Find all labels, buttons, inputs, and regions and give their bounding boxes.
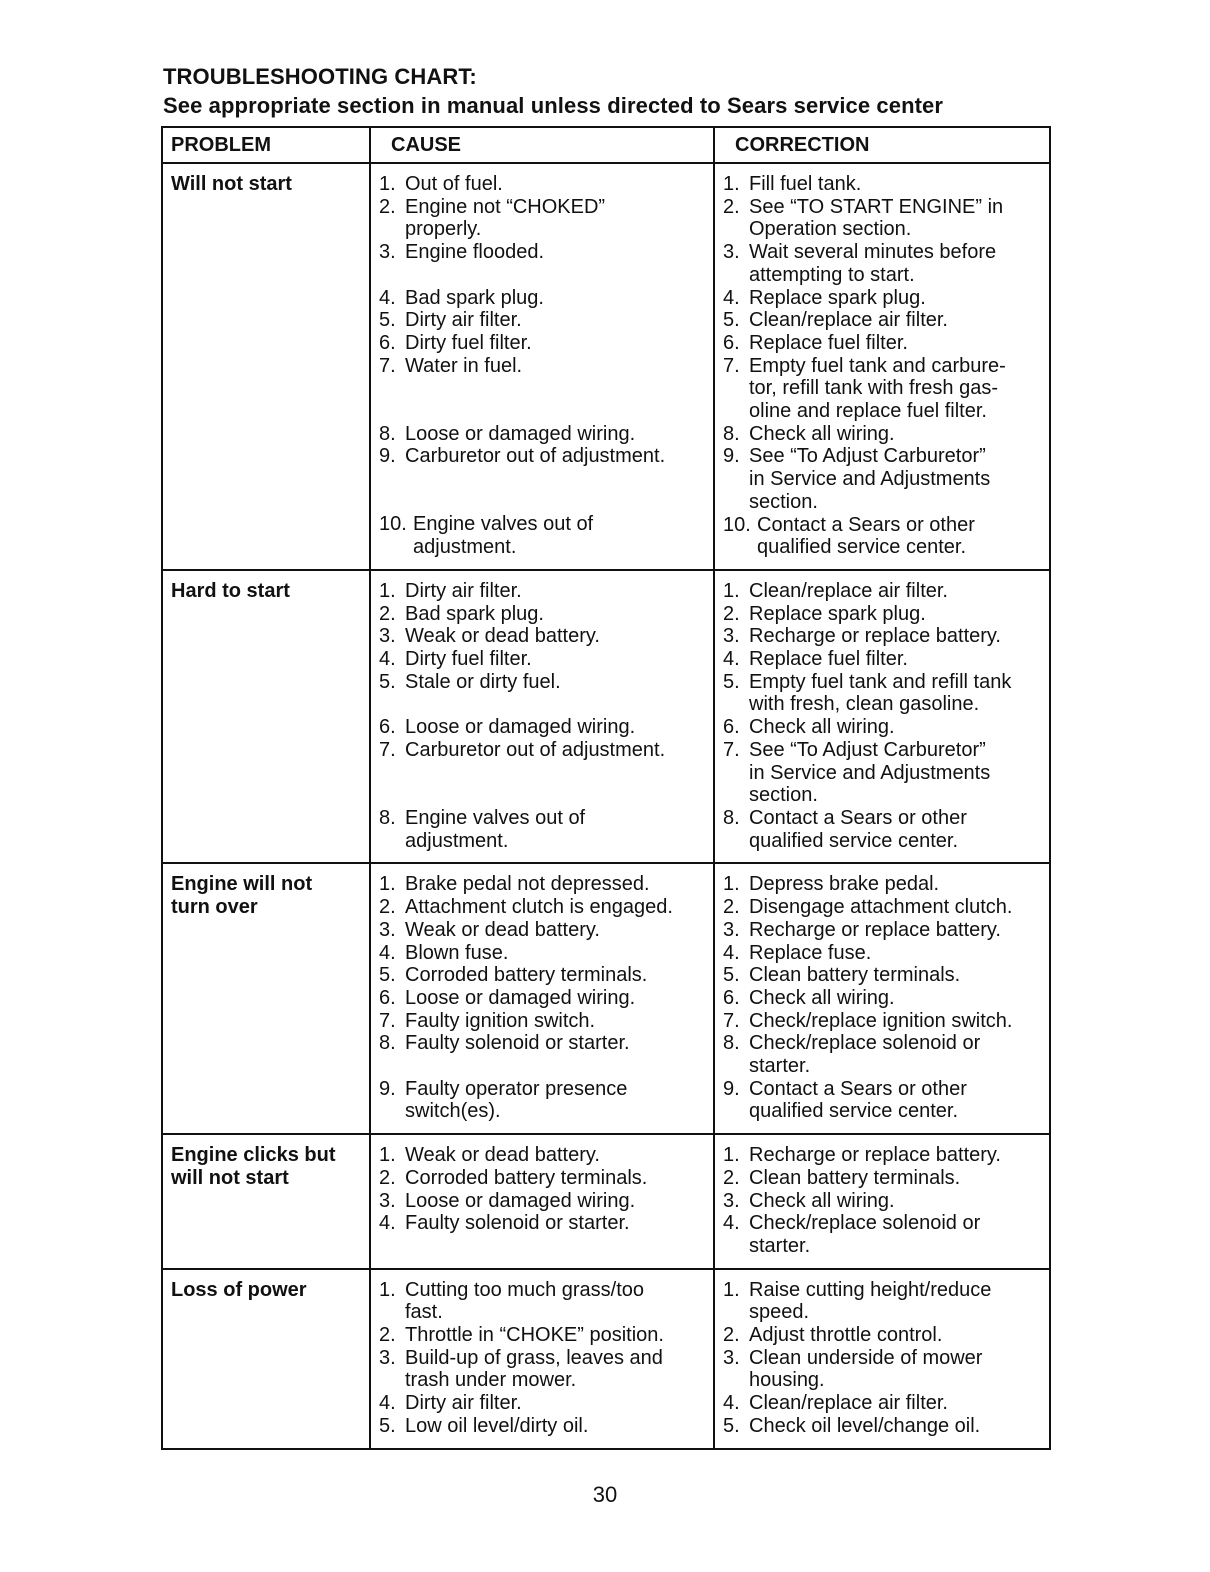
item-number: 5. [723, 670, 740, 693]
item-number: 2. [723, 896, 740, 919]
correction-item [723, 1144, 1047, 1167]
correction-item [723, 580, 1047, 603]
correction-item [723, 173, 1047, 196]
item-text: Check/replace solenoid or starter. [749, 1212, 981, 1257]
item-number: 7. [379, 1009, 396, 1032]
correction-item [723, 1078, 1047, 1123]
cause-item [379, 873, 711, 896]
item-text: Weak or dead battery. [405, 625, 600, 648]
cause-item [379, 173, 711, 196]
item-text: Attachment clutch is engaged. [405, 896, 673, 919]
item-text: Engine not “CHOKED” properly. [405, 195, 606, 241]
item-text: Engine valves out of adjustment. [413, 513, 594, 559]
item-number: 3. [379, 241, 396, 264]
item-number: 5. [723, 964, 740, 987]
item-number: 5. [379, 309, 396, 332]
item-number: 2. [723, 602, 740, 625]
item-text: Faulty ignition switch. [405, 1009, 596, 1032]
item-number: 6. [723, 331, 740, 354]
item-text: Check/replace ignition switch. [749, 1009, 1013, 1032]
item-text: Replace spark plug. [749, 602, 926, 625]
item-number: 8. [379, 1032, 396, 1055]
correction-item [723, 1010, 1047, 1033]
item-number: 1. [723, 1144, 740, 1167]
cause-item [379, 942, 711, 965]
item-number: 3. [723, 625, 740, 648]
item-text: Loose or damaged wiring. [405, 422, 636, 445]
correction-item [723, 1212, 1047, 1257]
item-number: 7. [379, 738, 396, 761]
item-text: Clean underside of mower housing. [749, 1346, 983, 1392]
item-text: Out of fuel. [405, 173, 503, 195]
correction-item [723, 1415, 1047, 1438]
item-number: 7. [379, 354, 396, 377]
item-text: Clean/replace air filter. [749, 1392, 948, 1415]
cause-item [379, 603, 711, 626]
item-number: 2. [379, 1324, 396, 1347]
item-number: 2. [379, 195, 396, 218]
item-number: 4. [379, 648, 396, 671]
item-number: 4. [379, 286, 396, 309]
item-number: 8. [723, 806, 740, 829]
problem-cell [162, 163, 370, 570]
header-problem: PROBLEM [162, 127, 370, 163]
item-text: Recharge or replace battery. [749, 1144, 1001, 1167]
correction-item [723, 671, 1047, 716]
item-text: Raise cutting height/reduce speed. [749, 1278, 992, 1324]
cause-item [379, 739, 711, 762]
item-text: Bad spark plug. [405, 286, 544, 309]
table-body [162, 163, 1050, 1449]
table-row [162, 1134, 1050, 1269]
spacer [379, 377, 711, 400]
item-text: See “TO START ENGINE” in Operation section. [749, 195, 1004, 241]
chart-title: TROUBLESHOOTING CHART: [163, 64, 477, 89]
item-text: Engine flooded. [405, 241, 545, 264]
item-text: Clean/replace air filter. [749, 579, 948, 602]
correction-item [723, 309, 1047, 332]
cause-item [379, 1212, 711, 1235]
item-number: 5. [379, 1414, 396, 1437]
item-number: 4. [723, 648, 740, 671]
item-text: Stale or dirty fuel. [405, 670, 561, 693]
table-row [162, 1269, 1050, 1449]
correction-item [723, 648, 1047, 671]
item-number: 3. [723, 1346, 740, 1369]
correction-item [723, 1279, 1047, 1324]
cause-item [379, 332, 711, 355]
correction-item [723, 603, 1047, 626]
item-text: See “To Adjust Carburetor” in Service and Adjustments section. [749, 738, 991, 807]
page-number: 30 [592, 1482, 618, 1507]
correction-item [723, 807, 1047, 852]
problem-cell [162, 1269, 370, 1449]
cause-item [379, 1324, 711, 1347]
correction-item [723, 1032, 1047, 1077]
header-cause: CAUSE [370, 127, 714, 163]
troubleshooting-table [161, 126, 1051, 1450]
item-number: 5. [379, 670, 396, 693]
table-row [162, 863, 1050, 1134]
correction-item [723, 716, 1047, 739]
item-number: 3. [723, 241, 740, 264]
spacer [379, 784, 711, 807]
correction-item [723, 445, 1047, 513]
cause-item [379, 1392, 711, 1415]
item-number: 3. [379, 1189, 396, 1212]
correction-item [723, 1324, 1047, 1347]
cause-item [379, 964, 711, 987]
item-number: 4. [723, 286, 740, 309]
item-number: 6. [723, 716, 740, 739]
item-text: Replace fuel filter. [749, 331, 908, 354]
item-number: 3. [379, 1346, 396, 1369]
item-number: 1. [379, 1144, 396, 1167]
cause-item [379, 241, 711, 264]
correction-item [723, 287, 1047, 310]
cause-item [379, 445, 711, 468]
item-text: Disengage attachment clutch. [749, 896, 1013, 919]
item-text: Fill fuel tank. [749, 173, 862, 195]
cause-cell [370, 863, 714, 1134]
correction-item [723, 873, 1047, 896]
problem-cell [162, 1134, 370, 1269]
cause-item [379, 671, 711, 694]
item-text: Wait several minutes before attempting to start. [749, 241, 997, 286]
header-row [162, 127, 1050, 163]
item-text: Check all wiring. [749, 986, 895, 1009]
item-number: 10. [379, 513, 407, 536]
spacer [379, 468, 711, 491]
item-number: 4. [723, 1212, 740, 1235]
item-number: 1. [723, 579, 740, 602]
item-text: Adjust throttle control. [749, 1324, 943, 1347]
correction-cell [714, 1134, 1050, 1269]
item-text: Clean/replace air filter. [749, 309, 948, 332]
item-number: 2. [379, 1166, 396, 1189]
item-number: 4. [723, 1392, 740, 1415]
problem-cell [162, 570, 370, 863]
item-text: Replace fuse. [749, 941, 872, 964]
item-number: 9. [723, 445, 740, 468]
table-row [162, 570, 1050, 863]
cause-item [379, 807, 711, 852]
cause-item [379, 196, 711, 241]
item-number: 8. [379, 422, 396, 445]
item-number: 2. [723, 195, 740, 218]
cause-item [379, 896, 711, 919]
cause-item [379, 1010, 711, 1033]
correction-item [723, 423, 1047, 446]
item-number: 4. [379, 1212, 396, 1235]
chart-subtitle: See appropriate section in manual unless directed to Sears service center [163, 93, 944, 118]
item-text: Low oil level/dirty oil. [405, 1414, 589, 1437]
item-number: 9. [379, 445, 396, 468]
item-number: 9. [723, 1077, 740, 1100]
cause-item [379, 580, 711, 603]
item-text: Weak or dead battery. [405, 1144, 600, 1167]
item-text: Loose or damaged wiring. [405, 986, 636, 1009]
item-text: Replace spark plug. [749, 286, 926, 309]
item-text: Faulty operator presence switch(es). [405, 1077, 628, 1123]
item-number: 4. [723, 941, 740, 964]
item-text: Weak or dead battery. [405, 918, 600, 941]
item-text: Loose or damaged wiring. [405, 1189, 636, 1212]
correction-item [723, 1167, 1047, 1190]
cause-item [379, 716, 711, 739]
item-number: 10. [723, 513, 751, 536]
cause-item [379, 1279, 711, 1324]
item-text: Check all wiring. [749, 1189, 895, 1212]
item-text: Check/replace solenoid or starter. [749, 1032, 981, 1078]
item-number: 1. [723, 1278, 740, 1301]
item-number: 4. [379, 1392, 396, 1415]
item-number: 5. [379, 964, 396, 987]
item-text: Blown fuse. [405, 941, 509, 964]
correction-item [723, 514, 1047, 559]
item-text: Cutting too much grass/too fast. [405, 1278, 645, 1324]
cause-cell [370, 1269, 714, 1449]
item-number: 5. [723, 309, 740, 332]
correction-item [723, 987, 1047, 1010]
item-text: Carburetor out of adjustment. [405, 738, 666, 761]
cause-item [379, 513, 711, 558]
item-text: Check oil level/change oil. [749, 1414, 981, 1437]
item-text: Clean battery terminals. [749, 1166, 961, 1189]
spacer [379, 400, 711, 423]
cause-cell [370, 163, 714, 570]
item-number: 7. [723, 354, 740, 377]
item-text: Bad spark plug. [405, 602, 544, 625]
correction-item [723, 739, 1047, 807]
cause-cell [370, 1134, 714, 1269]
item-number: 3. [723, 1189, 740, 1212]
item-text: Depress brake pedal. [749, 873, 940, 896]
correction-item [723, 196, 1047, 241]
cause-item [379, 648, 711, 671]
item-text: Throttle in “CHOKE” position. [405, 1324, 664, 1347]
item-number: 2. [723, 1324, 740, 1347]
correction-item [723, 1190, 1047, 1213]
item-text: Empty fuel tank and carbure- tor, refill tank with fresh gas- oline and replace fuel filter. [749, 354, 1006, 423]
item-number: 1. [379, 173, 396, 195]
item-number: 1. [723, 873, 740, 896]
item-number: 2. [379, 896, 396, 919]
cause-cell [370, 570, 714, 863]
item-text: Empty fuel tank and refill tank with fresh, clean gasoline. [749, 670, 1012, 716]
cause-item [379, 287, 711, 310]
item-number: 6. [379, 986, 396, 1009]
item-number: 1. [379, 873, 396, 896]
problem-cell [162, 863, 370, 1134]
problem-label: Hard to start [171, 579, 290, 602]
spacer [379, 1055, 711, 1078]
item-number: 5. [723, 1414, 740, 1437]
item-text: Dirty air filter. [405, 1392, 522, 1415]
item-number: 8. [379, 806, 396, 829]
correction-item [723, 332, 1047, 355]
cause-item [379, 1415, 711, 1438]
item-text: Check all wiring. [749, 716, 895, 739]
correction-item [723, 355, 1047, 423]
item-text: Dirty air filter. [405, 309, 522, 332]
item-number: 3. [723, 918, 740, 941]
problem-label: Engine will not turn over [171, 873, 313, 919]
item-text: See “To Adjust Carburetor” in Service and Adjustments section. [749, 445, 991, 513]
item-text: Recharge or replace battery. [749, 625, 1001, 648]
item-number: 4. [379, 941, 396, 964]
item-text: Build-up of grass, leaves and trash under mower. [405, 1346, 663, 1392]
correction-cell [714, 1269, 1050, 1449]
item-text: Recharge or replace battery. [749, 918, 1001, 941]
item-text: Faulty solenoid or starter. [405, 1032, 630, 1055]
cause-item [379, 423, 711, 446]
header-correction: CORRECTION [714, 127, 1050, 163]
correction-item [723, 896, 1047, 919]
correction-item [723, 1347, 1047, 1392]
item-text: Corroded battery terminals. [405, 1166, 648, 1189]
item-number: 8. [723, 422, 740, 445]
item-number: 6. [379, 331, 396, 354]
cause-item [379, 309, 711, 332]
item-text: Faulty solenoid or starter. [405, 1212, 630, 1235]
cause-item [379, 625, 711, 648]
item-text: Contact a Sears or other qualified service center. [749, 1077, 967, 1123]
item-number: 3. [379, 918, 396, 941]
cause-item [379, 1167, 711, 1190]
table-row [162, 163, 1050, 570]
correction-item [723, 625, 1047, 648]
item-text: Engine valves out of adjustment. [405, 806, 586, 852]
item-number: 2. [723, 1166, 740, 1189]
cause-item [379, 1190, 711, 1213]
item-text: Clean battery terminals. [749, 964, 961, 987]
cause-item [379, 1032, 711, 1055]
correction-item [723, 1392, 1047, 1415]
item-text: Check all wiring. [749, 422, 895, 445]
item-text: Loose or damaged wiring. [405, 716, 636, 739]
item-number: 8. [723, 1032, 740, 1055]
item-number: 3. [379, 625, 396, 648]
spacer [379, 693, 711, 716]
item-text: Dirty fuel filter. [405, 331, 532, 354]
problem-label: Loss of power [171, 1278, 307, 1301]
item-text: Brake pedal not depressed. [405, 873, 650, 896]
item-text: Water in fuel. [405, 354, 523, 377]
cause-item [379, 987, 711, 1010]
item-text: Corroded battery terminals. [405, 964, 648, 987]
cause-item [379, 919, 711, 942]
correction-cell [714, 863, 1050, 1134]
spacer [379, 264, 711, 287]
spacer [379, 762, 711, 785]
item-text: Dirty air filter. [405, 579, 522, 602]
cause-item [379, 1078, 711, 1123]
item-number: 1. [379, 579, 396, 602]
spacer [379, 491, 711, 514]
correction-item [723, 919, 1047, 942]
item-number: 1. [379, 1278, 396, 1301]
cause-item [379, 1347, 711, 1392]
item-text: Dirty fuel filter. [405, 648, 532, 671]
correction-cell [714, 163, 1050, 570]
item-text: Contact a Sears or other qualified service center. [757, 513, 975, 559]
item-text: Contact a Sears or other qualified service center. [749, 806, 967, 852]
item-text: Replace fuel filter. [749, 648, 908, 671]
correction-item [723, 942, 1047, 965]
item-number: 9. [379, 1077, 396, 1100]
cause-item [379, 1144, 711, 1167]
item-number: 1. [723, 173, 740, 195]
item-number: 6. [723, 986, 740, 1009]
cause-item [379, 355, 711, 378]
correction-cell [714, 570, 1050, 863]
problem-label: Engine clicks but will not start [171, 1144, 336, 1189]
item-number: 7. [723, 1009, 740, 1032]
correction-item [723, 241, 1047, 286]
item-number: 6. [379, 716, 396, 739]
item-number: 7. [723, 738, 740, 761]
item-text: Carburetor out of adjustment. [405, 445, 666, 468]
problem-label: Will not start [171, 173, 292, 195]
item-number: 2. [379, 602, 396, 625]
correction-item [723, 964, 1047, 987]
